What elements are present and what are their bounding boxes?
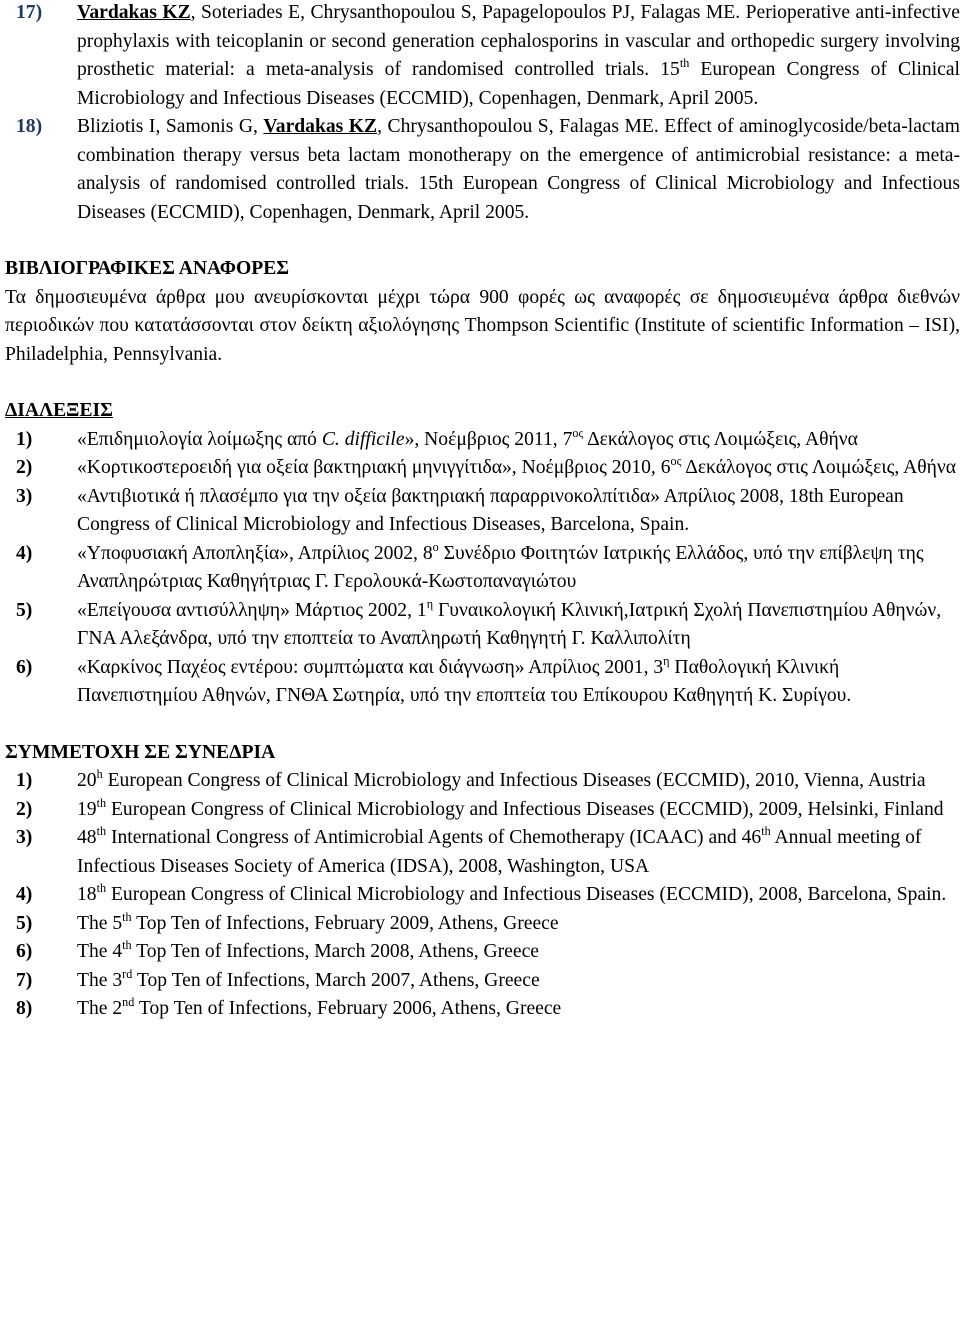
congress-item bbox=[5, 796, 960, 825]
congress-text: 20 bbox=[77, 770, 97, 791]
item-number: 4) bbox=[16, 884, 33, 905]
ordinal-suffix: rd bbox=[122, 966, 133, 981]
publication-venue: European Congress of Clinical Microbiology and Infectious Diseases (ECCMID), Copenhagen, Denmark, April 2005. bbox=[77, 59, 960, 109]
references-text: Τα δημοσιευμένα άρθρα μου ανευρίσκονται μέχρι τώρα 900 φορές ως αναφορές σε δημοσιευμένα άρθρα διεθνών περιοδικών που κατατάσσονται στον δείκτη αξιολόγησης Thompson Scientific (Institute of scientific Information – ISI), Philadelphia, Pennsylvania. bbox=[5, 286, 960, 365]
congress-text: Top Ten of Infections, February 2009, Athens, Greece bbox=[131, 912, 559, 934]
highlighted-author: Vardakas KZ bbox=[263, 116, 378, 137]
lecture-text: Γυναικολογική Κλινική,Ιατρική Σχολή Πανεπιστημίου Αθηνών, ΓΝΑ Αλεξάνδρα, υπό την εποπτεία το Αναπληρωτή Καθηγητή Γ. Καλλιπολίτη bbox=[77, 599, 942, 649]
congress-text: The 4 bbox=[77, 941, 123, 962]
ordinal-suffix: th bbox=[96, 795, 107, 810]
lecture-text: Δεκάλογος στις Λοιμώξεις, Αθήνα bbox=[681, 457, 957, 478]
ordinal-suffix: th bbox=[96, 881, 107, 896]
item-number: 8) bbox=[16, 998, 33, 1019]
ordinal-suffix: η bbox=[426, 596, 434, 611]
lecture-item bbox=[5, 426, 960, 455]
highlighted-author: Vardakas KZ bbox=[77, 2, 191, 23]
lecture-text: », Νοέμβριος 2011, 7 bbox=[404, 428, 573, 450]
item-number: 7) bbox=[16, 969, 33, 991]
lecture-text: «Αντιβιοτικά ή πλασέμπο για την οξεία βακτηριακή παραρρινοκολπίτιδα» Απρίλιος 2008, 18th European Congress of Clinical Microbiology and Infectious Diseases, Barcelona, Spain. bbox=[77, 485, 904, 535]
congress-item bbox=[5, 910, 960, 939]
item-number: 6) bbox=[16, 656, 33, 678]
congress-item bbox=[5, 767, 960, 796]
item-number: 2) bbox=[16, 798, 33, 820]
publication-title: Effect of aminoglycoside/beta-lactam combination therapy versus beta lactam monotherapy on the emergence of antimicrobial resistance: a meta-analysis of randomised controlled trials. bbox=[77, 116, 960, 194]
authors: , Soteriades E, Chrysanthopoulou S, Papagelopoulos PJ, Falagas ME. bbox=[190, 2, 741, 23]
ordinal-suffix: η bbox=[663, 653, 670, 668]
lecture-item bbox=[5, 654, 960, 711]
section-heading-congresses: ΣΥΜΜΕΤΟΧΗ ΣΕ ΣΥΝΕΔΡΙΑ bbox=[5, 741, 276, 763]
authors: Bliziotis I, Samonis G, bbox=[77, 116, 264, 137]
item-number: 1) bbox=[16, 428, 33, 450]
congress-item bbox=[5, 995, 960, 1024]
lecture-text: «Κορτικοστεροειδή για οξεία βακτηριακή μηνιγγίτιδα», Νοέμβριος 2010, 6 bbox=[77, 457, 671, 478]
congress-item bbox=[5, 824, 960, 881]
congress-item bbox=[5, 938, 960, 967]
section-heading-references: ΒΙΒΛΙΟΓΡΑΦΙΚΕΣ ΑΝΑΦΟΡΕΣ bbox=[5, 258, 290, 279]
ordinal-suffix: ος bbox=[572, 425, 584, 440]
item-number: 2) bbox=[16, 457, 33, 478]
congress-item bbox=[5, 881, 960, 910]
ordinal-suffix: h bbox=[96, 767, 103, 782]
ordinal-suffix: ο bbox=[432, 539, 439, 554]
ordinal-suffix: th bbox=[122, 938, 132, 953]
authors: , Chrysanthopoulou S, Falagas ME. bbox=[377, 116, 659, 137]
ordinal-suffix: ος bbox=[670, 454, 682, 469]
lecture-item bbox=[5, 540, 960, 597]
ordinal-suffix: th bbox=[761, 824, 771, 839]
congress-text: The 5 bbox=[77, 912, 123, 934]
venue-ordinal: 15 bbox=[660, 59, 680, 80]
congress-text: 19 bbox=[77, 798, 97, 820]
ordinal-suffix: th bbox=[96, 824, 107, 839]
lecture-text: «Επείγουσα αντισύλληψη» Μάρτιος 2002, 1 bbox=[77, 599, 427, 621]
congress-list bbox=[5, 767, 960, 1024]
congress-text: European Congress of Clinical Microbiology and Infectious Diseases (ECCMID), 2009, Helsinki, Finland bbox=[106, 798, 944, 820]
item-number: 5) bbox=[16, 912, 33, 934]
publication-item bbox=[5, 113, 960, 227]
item-number: 4) bbox=[16, 542, 33, 564]
congress-text: The 2 bbox=[77, 998, 123, 1019]
lecture-item bbox=[5, 597, 960, 654]
congress-text: Top Ten of Infections, March 2007, Athens, Greece bbox=[132, 969, 540, 991]
item-number: 6) bbox=[16, 941, 33, 962]
congress-text: Annual meeting of Infectious Diseases Society of America (IDSA), 2008, Washington, USA bbox=[77, 827, 922, 877]
congress-text: International Congress of Antimicrobial Agents of Chemotherapy (ICAAC) and 46 bbox=[106, 827, 762, 848]
ordinal-suffix: th bbox=[122, 909, 132, 924]
pathogen-name: C. difficile bbox=[321, 428, 405, 450]
item-number: 1) bbox=[16, 770, 33, 791]
lecture-item bbox=[5, 454, 960, 483]
congress-text: Top Ten of Infections, February 2006, Athens, Greece bbox=[134, 998, 562, 1019]
congress-text: European Congress of Clinical Microbiology and Infectious Diseases (ECCMID), 2008, Barcelona, Spain. bbox=[106, 884, 947, 905]
publication-item bbox=[5, 0, 960, 113]
congress-text: The 3 bbox=[77, 969, 123, 991]
publication-title: Perioperative anti-infective prophylaxis with teicoplanin or second generation cephalosporins in vascular and orthopedic surgery involving prosthetic material: a meta-analysis of randomised controlled trials. bbox=[77, 2, 960, 80]
publication-venue: 15th European Congress of Clinical Microbiology and Infectious Diseases (ECCMID), Copenhagen, Denmark, April 2005. bbox=[77, 173, 960, 223]
lecture-item bbox=[5, 483, 960, 540]
item-number: 5) bbox=[16, 599, 33, 621]
item-number: 3) bbox=[16, 485, 33, 507]
cv-page bbox=[5, 0, 960, 1024]
lecture-text: Δεκάλογος στις Λοιμώξεις, Αθήνα bbox=[583, 428, 858, 450]
lecture-text: Παθολογική Κλινική Πανεπιστημίου Αθηνών, ΓΝΘΑ Σωτηρία, υπό την εποπτεία του Επίκουρου Καθηγητή Κ. Συρίγου. bbox=[77, 656, 852, 706]
lecture-text: «Υποφυσιακή Αποπληξία», Απρίλιος 2002, 8 bbox=[77, 542, 433, 564]
lecture-text: «Επιδημιολογία λοίμωξης από bbox=[77, 428, 322, 450]
ordinal-suffix: nd bbox=[122, 995, 135, 1010]
congress-item bbox=[5, 967, 960, 996]
item-number: 17) bbox=[16, 2, 43, 23]
lectures-list bbox=[5, 426, 960, 711]
congress-text: 18 bbox=[77, 884, 97, 905]
lecture-text: Συνέδριο Φοιτητών Ιατρικής Ελλάδος, υπό την επίβλεψη της Αναπληρώτριας Καθηγήτριας Γ. Γερολουκά-Κωστοπαναγιώτου bbox=[77, 542, 924, 592]
item-number: 3) bbox=[16, 827, 33, 848]
venue-ordinal-suffix: th bbox=[679, 56, 690, 71]
section-heading-lectures: ΔΙΑΛΕΞΕΙΣ bbox=[5, 400, 113, 421]
lecture-text: «Καρκίνος Παχέος εντέρου: συμπτώματα και διάγνωση» Απρίλιος 2001, 3 bbox=[77, 656, 664, 678]
congress-text: European Congress of Clinical Microbiology and Infectious Diseases (ECCMID), 2010, Vienna, Austria bbox=[102, 770, 926, 791]
congress-text: 48 bbox=[77, 827, 97, 848]
item-number: 18) bbox=[16, 116, 43, 137]
congress-text: Top Ten of Infections, March 2008, Athens, Greece bbox=[131, 941, 539, 962]
